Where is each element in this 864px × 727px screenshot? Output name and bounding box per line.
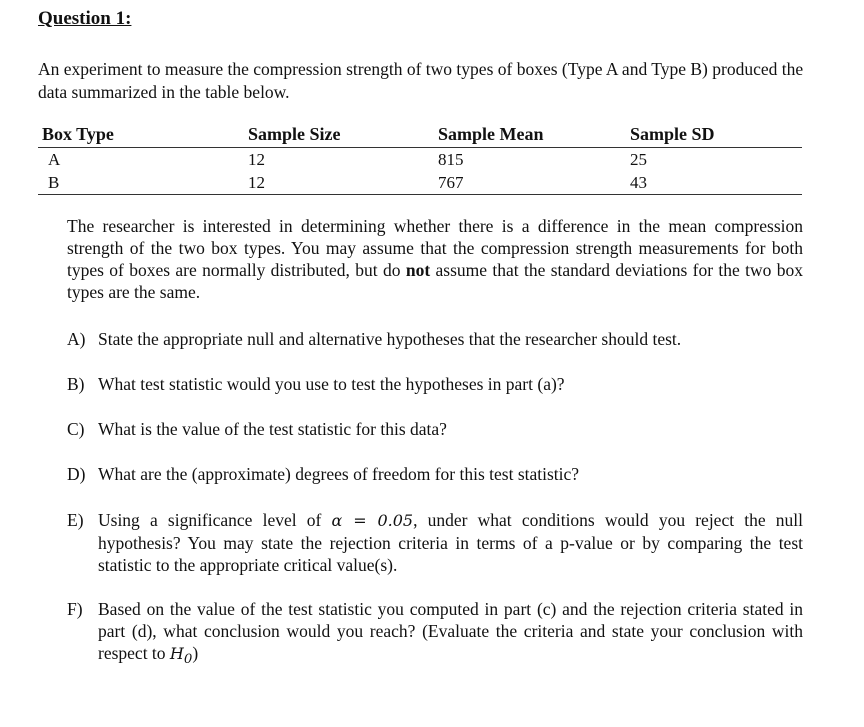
header-sample-size: Sample Size xyxy=(248,122,438,148)
cell-box-type: B xyxy=(38,171,248,195)
part-text-pre: Using a significance level of xyxy=(98,510,332,530)
h-subscript: 0 xyxy=(183,652,193,668)
part-label: E) xyxy=(67,510,84,530)
part-text: What are the (approximate) degrees of freedom for this test statistic? xyxy=(98,464,580,484)
cell-sample-sd: 43 xyxy=(630,171,802,195)
part-text: What is the value of the test statistic for this data? xyxy=(98,419,447,439)
cell-sample-size: 12 xyxy=(248,171,438,195)
intro-paragraph: An experiment to measure the compression strength of two types of boxes (Type A and Type B) produced the data summarized in the table below. xyxy=(38,59,804,102)
header-sample-mean: Sample Mean xyxy=(438,122,630,148)
researcher-paragraph xyxy=(67,215,803,303)
part-text xyxy=(98,509,803,576)
part-text-post: ) xyxy=(192,643,199,663)
part-text: What test statistic would you use to test the hypotheses in part (a)? xyxy=(98,374,565,394)
cell-sample-mean: 815 xyxy=(438,149,464,169)
cell-box-type: A xyxy=(48,149,61,169)
table-header-row xyxy=(38,122,802,148)
part-text xyxy=(98,598,803,671)
table-row xyxy=(38,171,802,195)
cell-sample-size: 12 xyxy=(248,149,265,169)
h-symbol: H xyxy=(169,644,184,663)
header-sample-sd: Sample SD xyxy=(630,122,802,148)
part-label: C) xyxy=(67,419,85,439)
question-title: Question 1: xyxy=(38,8,132,29)
cell-sample-mean: 767 xyxy=(438,171,630,195)
paragraph-text-end: assume that the standard deviations for the two box types are the same. xyxy=(67,260,804,302)
part-label: D) xyxy=(67,464,86,484)
part-label: F) xyxy=(67,599,83,619)
summary-table xyxy=(38,122,802,195)
part-label: B) xyxy=(67,374,85,394)
alpha-expression: α = 0.05 xyxy=(331,511,414,530)
header-box-type: Box Type xyxy=(38,122,248,148)
paragraph-bold-word: not xyxy=(405,260,431,280)
cell-sample-sd: 25 xyxy=(630,149,647,169)
table-row xyxy=(38,148,802,172)
part-text-pre: Based on the value of the test statistic you computed in part (c) and the rejection criteria stated in part (d), what conclusion would you reach? (Evaluate the criteria and state your conclusion with respect to xyxy=(98,599,803,663)
part-label: A) xyxy=(67,329,86,349)
paragraph-text: The researcher is interested in determining whether there is a difference in the mean compression strength of the two box types. You may assume that the compression strength measurements for both types of boxes are normally distributed, but do xyxy=(67,216,803,280)
part-text-post: , under what conditions would you reject the null hypothesis? You may state the rejection criteria in terms of a p-value or by comparing the test statistic to the appropriate critical value(s). xyxy=(98,510,804,575)
null-hypothesis-symbol xyxy=(169,644,193,668)
part-text: State the appropriate null and alternative hypotheses that the researcher should test. xyxy=(98,329,682,349)
